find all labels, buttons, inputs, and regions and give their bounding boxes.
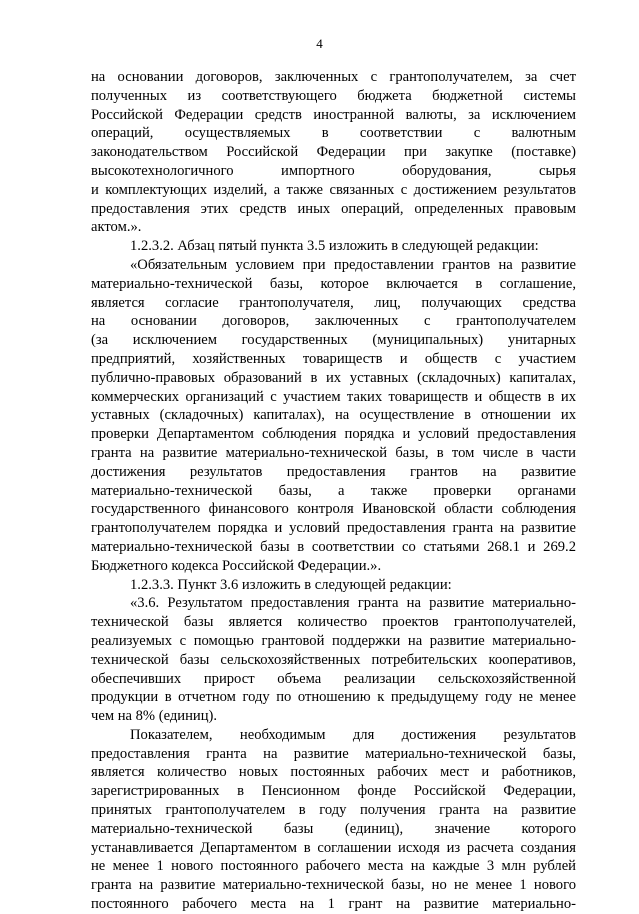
text-line: и комплектующих изделий, а также связанных с достижением результатов — [91, 181, 576, 198]
text-line: на основании договоров, заключенных с грантополучателем, за счет — [91, 69, 576, 85]
text-line: публично-правовых образований в их уставных (складочных) капиталах, — [91, 369, 576, 386]
text-line: государственного финансового контроля Ивановской области соблюдения — [91, 501, 576, 518]
text-line: Российской Федерации средств иностранной валюты, за исключением — [91, 106, 576, 123]
text-line: грантополучателем порядка и условий предоставления гранта на развитие — [91, 520, 576, 537]
text-line: материально-технической базы, а также проверки органами — [91, 482, 576, 499]
text-line: зарегистрированных в Пенсионном фонде Российской Федерации, — [91, 783, 576, 800]
text-line: проверки Департаментом соблюдения порядка и условий предоставления — [91, 426, 576, 443]
text-line: постоянного рабочего места на 1 грант на развитие материально- — [91, 896, 576, 913]
text-line: на основании договоров, заключенных с грантополучателем — [91, 313, 576, 330]
text-line: (за исключением государственных (муниципальных) унитарных — [91, 332, 576, 349]
text-line: уставных (складочных) капиталах), на осуществление в отношении их — [91, 407, 576, 424]
text-line: реализуемых с помощью грантовой поддержки на развитие материально- — [91, 632, 576, 649]
document-body — [91, 68, 576, 914]
text-line: гранта на развитие материально-технической базы, в том числе в части — [91, 444, 576, 461]
text-line: обеспечивших прирост объема реализации сельскохозяйственной — [91, 670, 576, 687]
text-line: «Обязательным условием при предоставлении грантов на развитие — [130, 256, 576, 273]
text-line: законодательством Российской Федерации при закупке (поставке) — [91, 144, 576, 161]
text-line: материально-технической базы (единиц), значение которого — [91, 820, 576, 837]
text-line: высокотехнологичного импортного оборудования, сырья — [91, 162, 576, 179]
text-line: является согласие грантополучателя, лиц, получающих средства — [91, 294, 576, 311]
page-number: 4 — [316, 36, 323, 51]
text-line: предоставления этих средств иных операций, определенных правовым — [91, 200, 576, 217]
text-line: Бюджетного кодекса Российской Федерации.». — [91, 557, 382, 574]
text-line: 1.2.3.2. Абзац пятый пункта 3.5 изложить в следующей редакции: — [130, 238, 539, 255]
text-line: достижения результатов предоставления грантов на развитие — [91, 463, 576, 480]
text-line: устанавливается Департаментом в соглашении исходя из расчета создания — [91, 839, 576, 856]
text-line: продукции в отчетном году по отношению к предыдущему году не менее — [91, 689, 576, 706]
text-line: актом.». — [91, 219, 142, 236]
text-line: не менее 1 нового постоянного рабочего места на каждые 3 млн рублей — [91, 858, 576, 875]
text-line: 1.2.3.3. Пункт 3.6 изложить в следующей редакции: — [130, 576, 452, 593]
text-line: принятых грантополучателем в году получения гранта на развитие — [91, 802, 576, 819]
text-line: операций, осуществляемых в соответствии с валютным — [91, 125, 576, 142]
text-line: технической базы сельскохозяйственных потребительских кооперативов, — [91, 651, 576, 668]
text-line: материально-технической базы в соответствии со статьями 268.1 и 269.2 — [91, 538, 576, 555]
text-line: материально-технической базы, которое включается в соглашение, — [91, 275, 576, 292]
text-line: Показателем, необходимым для достижения результатов — [130, 726, 576, 743]
text-line: «3.6. Результатом предоставления гранта на развитие материально- — [130, 595, 576, 612]
text-line: является количество новых постоянных рабочих мест и работников, — [91, 764, 576, 781]
text-line: гранта на развитие материально-технической базы, но не менее 1 нового — [91, 877, 576, 894]
text-line: коммерческих организаций с участием таких товариществ и обществ в их — [91, 388, 576, 405]
text-line: предоставления гранта на развитие материально-технической базы, — [91, 745, 576, 762]
text-line: полученных из соответствующего бюджета бюджетной системы — [91, 87, 576, 104]
text-line: технической базы является количество проектов грантополучателей, — [91, 614, 576, 631]
text-line: чем на 8% (единиц). — [91, 708, 218, 725]
text-line: предприятий, хозяйственных товариществ и обществ с участием — [91, 350, 576, 367]
